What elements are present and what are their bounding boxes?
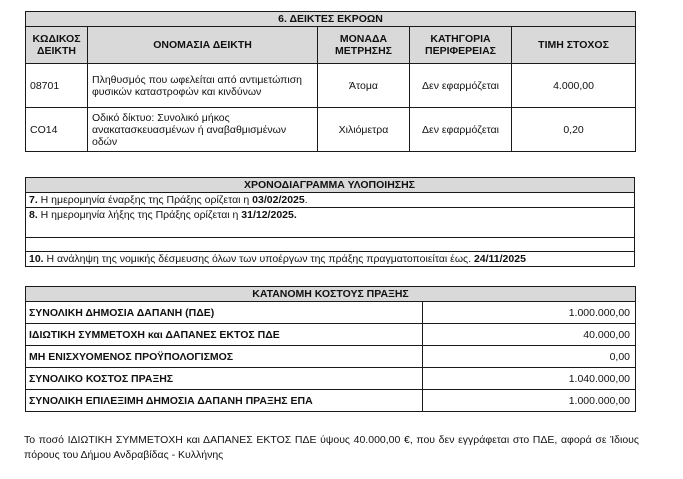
end-date: 31/12/2025.	[241, 209, 297, 221]
cost-label: ΣΥΝΟΛΙΚΗ ΕΠΙΛΕΞΙΜΗ ΔΗΜΟΣΙΑ ΔΑΠΑΝΗ ΠΡΑΞΗΣ ΕΠΑ	[26, 390, 423, 412]
indicator-unit: Χιλιόμετρα	[318, 108, 410, 152]
cost-table-title: ΚΑΤΑΝΟΜΗ ΚΟΣΤΟΥΣ ΠΡΑΞΗΣ	[26, 287, 636, 302]
item-text: Η ημερομηνία έναρξης της Πράξης ορίζεται η	[37, 194, 253, 206]
output-indicators-table	[25, 11, 636, 152]
table-row	[26, 324, 636, 346]
indicator-code: CO14	[26, 108, 88, 152]
schedule-item	[26, 252, 635, 267]
table-row	[26, 390, 636, 412]
indicator-category: Δεν εφαρμόζεται	[410, 108, 512, 152]
item-number: 7.	[29, 194, 38, 206]
cost-value: 1.000.000,00	[423, 302, 636, 324]
schedule-item	[26, 193, 635, 208]
cost-label: ΣΥΝΟΛΙΚΟ ΚΟΣΤΟΣ ΠΡΑΞΗΣ	[26, 368, 423, 390]
funding-note: Το ποσό ΙΔΙΩΤΙΚΗ ΣΥΜΜΕΤΟΧΗ και ΔΑΠΑΝΕΣ ΕΚΤΟΣ ΠΔΕ ύψους 40.000,00 €, που δεν εγγράφεται στο ΠΔΕ, αφορά σε Ίδιους πόρους του Δήμου Ανδραβίδας - Κυλλήνης	[24, 433, 639, 461]
item-number: 10.	[29, 253, 44, 265]
column-header-category: ΚΑΤΗΓΟΡΙΑ ΠΕΡΙΦΕΡΕΙΑΣ	[410, 27, 512, 64]
indicator-name: Πληθυσμός που ωφελείται από αντιμετώπιση φυσικών καταστροφών και κινδύνων	[88, 64, 318, 108]
cost-label: ΜΗ ΕΝΙΣΧΥΟΜΕΝΟΣ ΠΡΟΫΠΟΛΟΓΙΣΜΟΣ	[26, 346, 423, 368]
start-date: 03/02/2025	[252, 194, 305, 206]
table-row	[26, 346, 636, 368]
indicator-code: 08701	[26, 64, 88, 108]
empty-row	[26, 238, 635, 252]
indicator-target: 4.000,00	[512, 64, 636, 108]
item-number: 8.	[29, 209, 38, 221]
commitment-date: 24/11/2025	[473, 253, 526, 265]
cost-label: ΣΥΝΟΛΙΚΗ ΔΗΜΟΣΙΑ ΔΑΠΑΝΗ (ΠΔΕ)	[26, 302, 423, 324]
indicator-category: Δεν εφαρμόζεται	[410, 64, 512, 108]
indicator-name: Οδικό δίκτυο: Συνολικό μήκος ανακατασκευασμένων ή αναβαθμισμένων οδών	[88, 108, 318, 152]
item-text: Η ανάληψη της νομικής δέσμευσης όλων των υποέργων της πράξης πραγματοποιείται έως.	[43, 253, 474, 265]
cost-value: 1.040.000,00	[423, 368, 636, 390]
cost-label: ΙΔΙΩΤΙΚΗ ΣΥΜΜΕΤΟΧΗ και ΔΑΠΑΝΕΣ ΕΚΤΟΣ ΠΔΕ	[26, 324, 423, 346]
indicators-table-title: 6. ΔΕΙΚΤΕΣ ΕΚΡΟΩΝ	[26, 12, 636, 27]
table-row	[26, 108, 636, 152]
cost-value: 1.000.000,00	[423, 390, 636, 412]
indicator-unit: Άτομα	[318, 64, 410, 108]
cost-allocation-table	[25, 286, 636, 412]
column-header-code: ΚΩΔΙΚΟΣ ΔΕΙΚΤΗ	[26, 27, 88, 64]
cost-value: 40.000,00	[423, 324, 636, 346]
item-text: Η ημερομηνία λήξης της Πράξης ορίζεται η	[37, 209, 242, 221]
cost-value: 0,00	[423, 346, 636, 368]
table-row	[26, 302, 636, 324]
table-row	[26, 64, 636, 108]
schedule-table	[25, 177, 635, 267]
column-header-unit: ΜΟΝΑΔΑ ΜΕΤΡΗΣΗΣ	[318, 27, 410, 64]
schedule-table-title: ΧΡΟΝΟΔΙΑΓΡΑΜΜΑ ΥΛΟΠΟΙΗΣΗΣ	[26, 178, 635, 193]
indicator-target: 0,20	[512, 108, 636, 152]
schedule-item	[26, 208, 635, 238]
table-row	[26, 368, 636, 390]
column-header-name: ΟΝΟΜΑΣΙΑ ΔΕΙΚΤΗ	[88, 27, 318, 64]
item-suffix: .	[304, 194, 308, 206]
column-header-target: ΤΙΜΗ ΣΤΟΧΟΣ	[512, 27, 636, 64]
